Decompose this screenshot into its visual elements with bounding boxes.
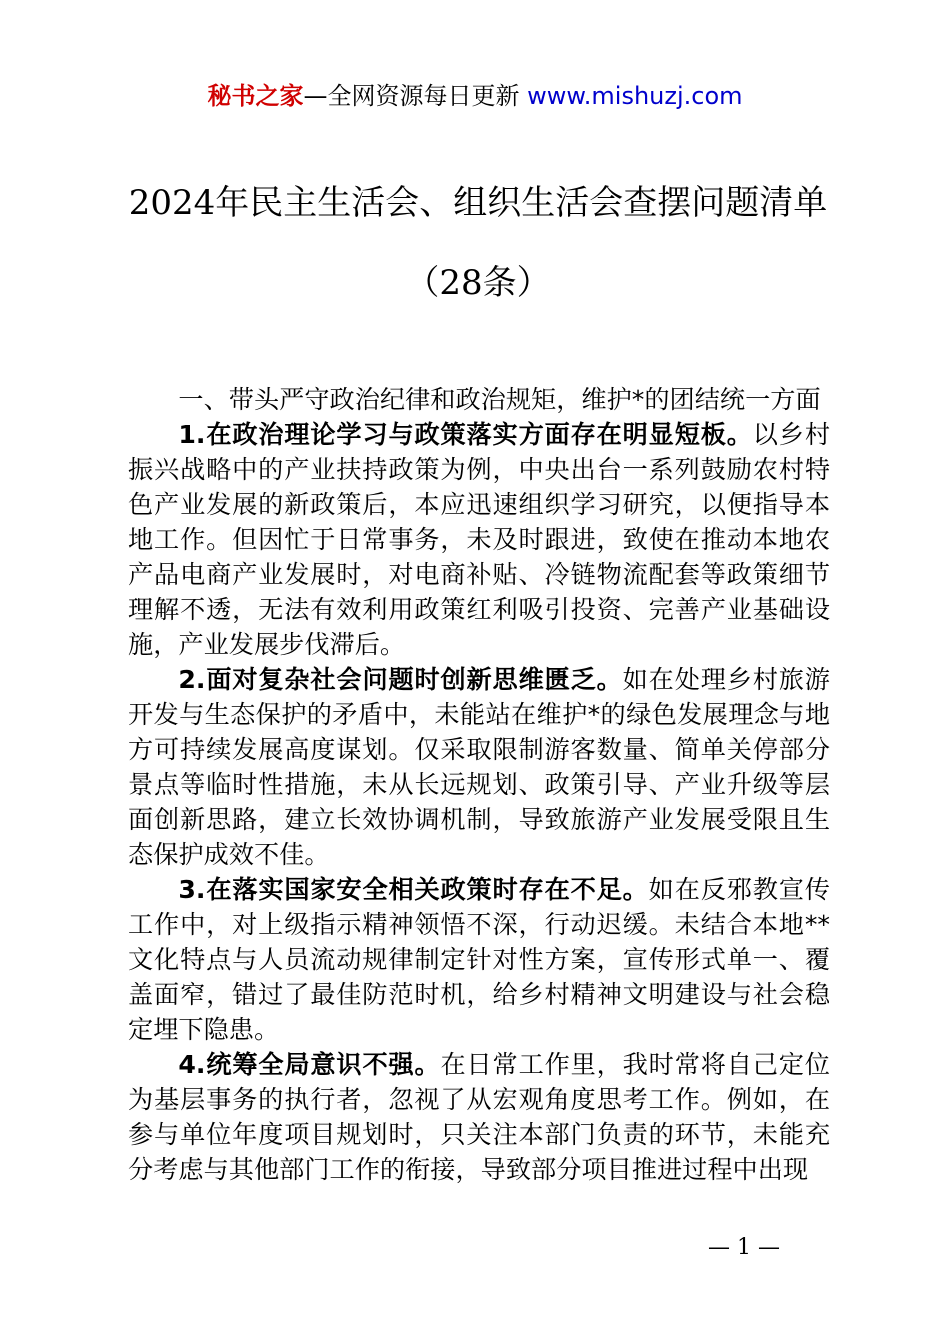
site-header xyxy=(0,80,950,112)
page-number: — 1 — xyxy=(708,1235,780,1260)
item-heading: 4.统筹全局意识不强。 xyxy=(178,1050,441,1079)
item-heading: 3.在落实国家安全相关政策时存在不足。 xyxy=(178,875,649,904)
item-heading: 1.在政治理论学习与政策落实方面存在明显短板。 xyxy=(178,420,753,449)
item-body: 如在反邪教宣传工作中，对上级指示精神领悟不深，行动迟缓。未结合本地**文化特点与人员流动规律制定针对性方案，宣传形式单一、覆盖面窄，错过了最佳防范时机，给乡村精神文明建设与社会稳定埋下隐患。 xyxy=(128,875,830,1044)
section-heading: 一、带头严守政治纪律和政治规矩，维护*的团结统一方面 xyxy=(178,385,821,414)
site-brand: 秘书之家 xyxy=(207,82,304,110)
list-item xyxy=(128,662,830,872)
list-item xyxy=(128,872,830,1047)
document-body xyxy=(128,382,830,1187)
item-body: 在日常工作里，我时常将自己定位为基层事务的执行者，忽视了从宏观角度思考工作。例如，在参与单位年度项目规划时，只关注本部门负责的环节，未能充分考虑与其他部门工作的衔接，导致部分项目推进过程中出现 xyxy=(128,1050,830,1184)
list-item xyxy=(128,417,830,662)
document-title: 2024年民主生活会、组织生活会查摆问题清单（28条） xyxy=(128,183,828,303)
list-item xyxy=(128,1047,830,1187)
item-body: 以乡村振兴战略中的产业扶持政策为例，中央出台一系列鼓励农村特色产业发展的新政策后，本应迅速组织学习研究，以便指导本地工作。但因忙于日常事务，未及时跟进，致使在推动本地农产品电商产业发展时，对电商补贴、冷链物流配套等政策细节理解不透，无法有效利用政策红利吸引投资、完善产业基础设施，产业发展步伐滞后。 xyxy=(128,420,831,659)
site-slogan: —全网资源每日更新 xyxy=(303,82,528,110)
site-url[interactable]: www.mishuzj.com xyxy=(527,82,743,110)
item-body: 如在处理乡村旅游开发与生态保护的矛盾中，未能站在维护*的绿色发展理念与地方可持续发展高度谋划。仅采取限制游客数量、简单关停部分景点等临时性措施，未从长远规划、政策引导、产业升级等层面创新思路，建立长效协调机制，导致旅游产业发展受限且生态保护成效不佳。 xyxy=(128,665,830,869)
item-heading: 2.面对复杂社会问题时创新思维匮乏。 xyxy=(178,665,623,694)
